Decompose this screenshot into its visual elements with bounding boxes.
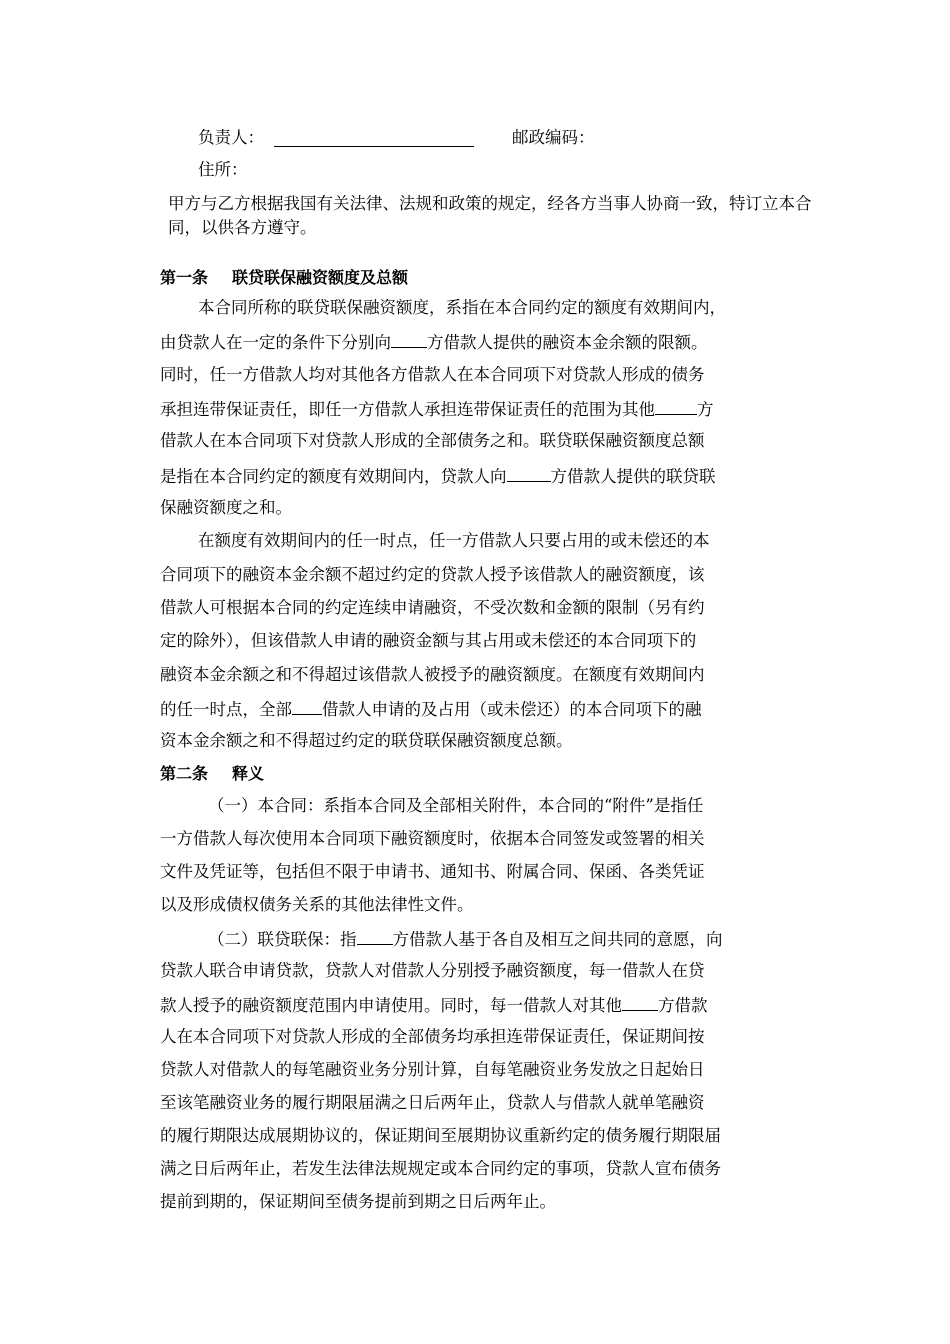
article-2-s2-line-4: 人在本合同项下对贷款人形成的全部债务均承担连带保证责任，保证期间按 <box>160 1027 705 1046</box>
text-segment: 方借款人提供的融资本金余额的限额。 <box>427 333 708 352</box>
text-segment: 是指在本合同约定的额度有效期间内，贷款人向 <box>160 467 507 486</box>
text-segment: 方 <box>697 400 714 419</box>
article-1-line-2 <box>160 331 708 353</box>
article-1-p2-line-5: 融资本金余额之和不得超过该借款人被授予的融资额度。在额度有效期间内 <box>160 665 705 684</box>
header-fuzeren-label: 负责人： <box>198 128 264 147</box>
fill-blank <box>655 398 697 415</box>
article-1-line-1: 本合同所称的联贷联保融资额度，系指在本合同约定的额度有效期间内， <box>198 298 726 317</box>
article-2-title: 释义 <box>232 764 265 783</box>
article-1-p2-line-2: 合同项下的融资本金余额不超过约定的贷款人授予该借款人的融资额度，该 <box>160 565 705 584</box>
article-2-s2-line-6: 至该笔融资业务的履行期限届满之日后两年止，贷款人与借款人就单笔融资 <box>160 1093 705 1112</box>
article-2-heading <box>160 764 264 784</box>
fill-blank <box>292 698 322 715</box>
article-2-s1-line-4: 以及形成债权债务关系的其他法律性文件。 <box>160 895 474 914</box>
fill-blank <box>357 928 393 945</box>
text-segment: 由贷款人在一定的条件下分别向 <box>160 333 391 352</box>
article-1-p2-line-3: 借款人可根据本合同的约定连续申请融资，不受次数和金额的限制（另有约 <box>160 598 705 617</box>
article-2-s2-line-8: 满之日后两年止，若发生法律法规规定或本合同约定的事项，贷款人宣布债务 <box>160 1159 721 1178</box>
article-2-s1-line-3: 文件及凭证等，包括但不限于申请书、通知书、附属合同、保函、各类凭证 <box>160 862 705 881</box>
header-zhusuo-label: 住所： <box>198 160 248 179</box>
article-2-s2-line-5: 贷款人对借款人的每笔融资业务分别计算，自每笔融资业务发放之日起始日 <box>160 1060 705 1079</box>
article-1-number: 第一条 <box>160 268 209 287</box>
article-2-s2-line-9: 提前到期的，保证期间至债务提前到期之日后两年止。 <box>160 1192 556 1211</box>
article-1-p2-line-6 <box>160 698 702 720</box>
text-segment: 款人授予的融资额度范围内申请使用。同时，每一借款人对其他 <box>160 996 622 1015</box>
article-1-line-3: 同时，任一方借款人均对其他各方借款人在本合同项下对贷款人形成的债务 <box>160 365 705 384</box>
header-youbian-label: 邮政编码： <box>512 128 595 147</box>
article-2-s2-line-1 <box>208 928 723 950</box>
article-1-p2-line-7: 资本金余额之和不得超过约定的联贷联保融资额度总额。 <box>160 731 573 750</box>
preamble-line-2: 同，以供各方遵守。 <box>168 218 317 237</box>
fill-blank <box>507 465 551 482</box>
article-1-p2-line-1: 在额度有效期间内的任一时点，任一方借款人只要占用的或未偿还的本 <box>198 531 710 550</box>
article-1-line-6 <box>160 465 716 487</box>
article-2-s2-line-3 <box>160 994 708 1016</box>
text-segment: 承担连带保证责任，即任一方借款人承担连带保证责任的范围为其他 <box>160 400 655 419</box>
article-1-title: 联贷联保融资额度及总额 <box>232 268 409 287</box>
article-2-s1-line-1: （一）本合同：系指本合同及全部相关附件，本合同的“附件”是指任 <box>208 796 704 815</box>
article-2-s2-line-2: 贷款人联合申请贷款，贷款人对借款人分别授予融资额度，每一借款人在贷 <box>160 961 705 980</box>
fill-blank <box>391 331 427 348</box>
text-segment: （二）联贷联保：指 <box>208 930 357 949</box>
article-1-line-7: 保融资额度之和。 <box>160 498 292 517</box>
article-1-heading <box>160 268 408 288</box>
article-2-number: 第二条 <box>160 764 209 783</box>
text-segment: 方借款人提供的联贷联 <box>550 467 716 486</box>
article-2-s2-line-7: 的履行期限达成展期协议的，保证期间至展期协议重新约定的债务履行期限届 <box>160 1126 721 1145</box>
fuzeren-blank-line <box>274 146 474 147</box>
article-1-p2-line-4: 定的除外），但该借款人申请的融资金额与其占用或未偿还的本合同项下的 <box>160 631 697 650</box>
article-1-line-4 <box>160 398 714 420</box>
text-segment: 方借款人基于各自及相互之间共同的意愿，向 <box>392 930 723 949</box>
text-segment: 的任一时点，全部 <box>160 700 292 719</box>
text-segment: 方借款 <box>658 996 708 1015</box>
article-1-line-5: 借款人在本合同项下对贷款人形成的全部债务之和。联贷联保融资额度总额 <box>160 431 705 450</box>
preamble-line-1: 甲方与乙方根据我国有关法律、法规和政策的规定，经各方当事人协商一致，特订立本合 <box>168 194 812 213</box>
fill-blank <box>622 994 658 1011</box>
text-segment: 借款人申请的及占用（或未偿还）的本合同项下的融 <box>322 700 702 719</box>
article-2-s1-line-2: 一方借款人每次使用本合同项下融资额度时，依据本合同签发或签署的相关 <box>160 829 705 848</box>
